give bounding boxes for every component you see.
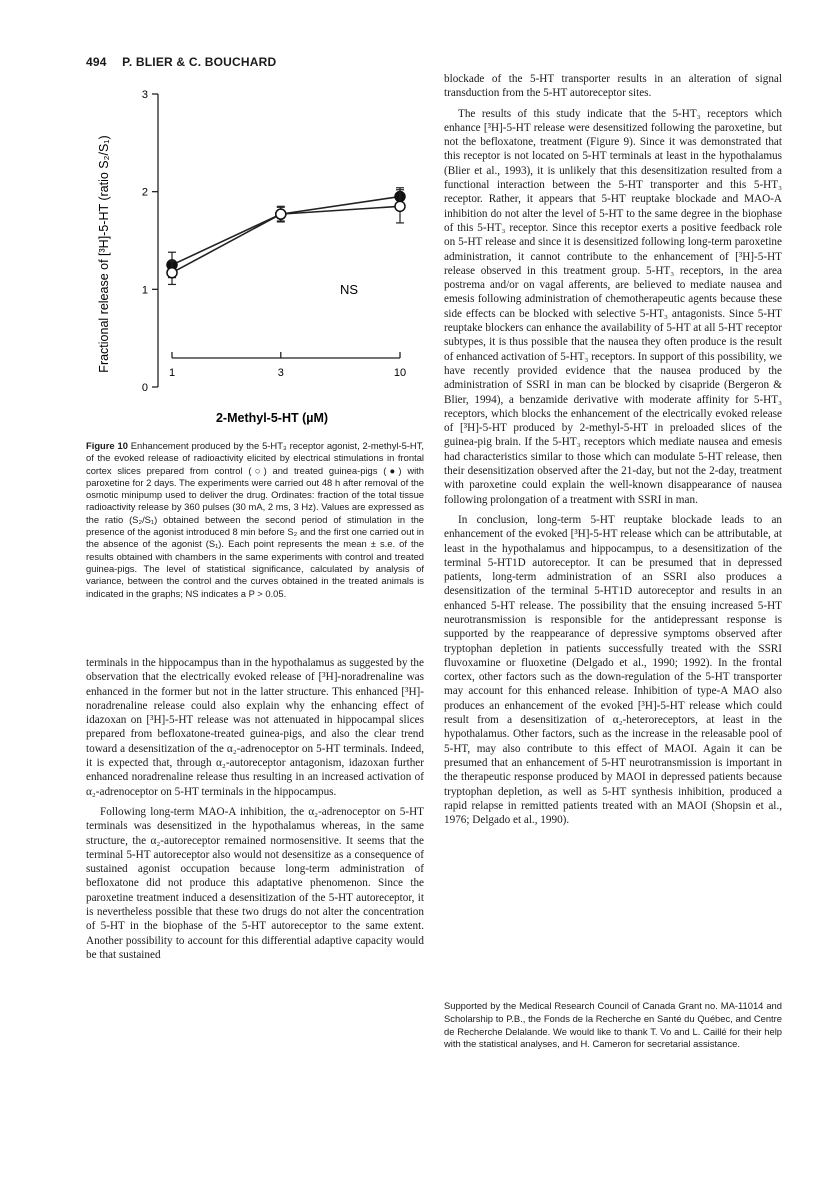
right-paragraph-2: In conclusion, long-term 5-HT reuptake blockade leads to an enhancement of the evoked [³H]-5-HT release which can be attributable, at least in the hypothalamus and hippocampus, to a desensitization of the terminal 5-HT1D autoreceptor. It can be presumed that in depressed patients, long-term administration of an SSRI also produces a desensitization of the terminal 5-HT1D autoreceptor and results in an enhanced 5-HT release. The possibility that the ensuing increased 5-HT neurotransmission is responsible for the antidepressant response is supported by the reappearance of depressive symptoms observed after tryptophan depletion in patients successfully treated with the SSRI fluvoxamine or fluoxetine (Delgado et al., 1990; 1992). In the frontal cortex, other factors such as the down-regulation of the 5-HT transporter may account for this enhanced release. Inhibition of type-A MAO also produces an enhancement of the evoked [³H]-5-HT release which could result from a desensitization of α₂-heteroreceptors, at least in the hypothalamus. Other factors, such as the increase in the releasable pool of 5-HT, may also contribute to this effect of MAOI. Again it can be presumed that an enhancement of 5-HT neurotransmission is important in the therapeutic response produced by MAOI in depressed patients because tryptophan depletion, as well as 5-HT synthesis inhibition, produced a rapid relapse in remitted patients treated with an MAOI (Shopsin et al., 1976; Delgado et al., 1990).: [444, 513, 782, 827]
y-tick-label: 1: [141, 284, 148, 297]
left-paragraph-2: Following long-term MAO-A inhibition, the α₂-adrenoceptor on 5-HT terminals was desensitized in the hypothalamus whereas, in the same structure, the α₂-autoreceptor remained normosensitive. It seems that the terminal 5-HT autoreceptor also would not desensitize as a consequence of sustained agonist occupation because long-term administration of befloxatone did not produce this adaptative phenomenon. Since the paroxetine treatment induced a desensitization of the 5-HT autoreceptor, it is nevertheless possible that these two drugs do not alter the concentration of 5-HT in the biophase of the 5-HT autoreceptor to the same extent. Another possibility to account for this differential adaptive capacity would be that sustained: [86, 805, 424, 961]
right-paragraph-1: The results of this study indicate that the 5-HT₃ receptors which enhance [³H]-5-HT release were desensitized following the paroxetine, but not the befloxatone, treatment (Figure 9). Since it was demonstrated that this receptor is not located on 5-HT terminals at least in the hypothalamus (Blier et al., 1993), it is unlikely that this desensitization resulted from a functional interaction between the 5-HT transporter and this 5-HT₃ receptor. Rather, it appears that 5-HT reuptake blockade and MAO-A inhibition do not alter the level of 5-HT to the same degree in the biophase of this 5-HT₃ receptor. Since this receptor exerts a positive feedback role on 5-HT release and since it is desensitized following long-term paroxetine administration, it cannot contribute to the enhancement of [³H]-5-HT release observed in this treatment group. 5-HT₃ receptors, in the area postrema and/or on vagal afferents, are believed to mediate nausea and emesis following administration of chemotherapeutic agents because these side effects can be blocked with selective 5-HT₃ antagonists. Since 5-HT reuptake blockers can enhance the availability of 5-HT at all 5-HT receptor subtypes, it is thus possible that the nausea they often produce is the result of enhanced activation of 5-HT₃ receptors. In support of this possibility, we have recently provided evidence that the nausea produced by the administration of SSRI in man can be blocked by cisapride (Bergeron & Blier, 1994), a benzamide derivative with moderate affinity for 5-HT₃ receptors, which blocks the enhancement of the electrically evoked release of [³H]-5-HT produced by 2-methyl-5-HT in preloaded slices of the guinea-pig brain. If the 5-HT₃ receptors which mediate nausea and emesis had characteristics similar to those which can modulate 5-HT release, then their desensitization observed after the 21-day, but not the 2-day, treatment with paroxetine could explain the well-known disappearance of nausea following prolongation of a treatment with SSRI in man.: [444, 107, 782, 506]
ns-annotation: NS: [340, 282, 359, 297]
figure-10-chart: [86, 82, 426, 438]
caption-text: Enhancement produced by the 5-HT₃ receptor agonist, 2-methyl-5-HT, of the evoked release of radioactivity elicited by electrical stimulations in frontal cortex slices prepared from control (○) and treated guinea-pigs (●) with paroxetine for 2 days. The experiments were carried out 48 h after removal of the osmotic minipump used to deliver the drug. Ordinates: fraction of the total tissue radioactivity release by 360 pulses (30 mA, 2 ms, 3 Hz). Values are expressed as the ratio (S₂/S₁) obtained between the second period of stimulation in the presence of the agonist introduced 8 min before S₂ and the first one carried out in the absence of the agonist (S₁). Each point represents the mean ± s.e. of the results obtained with chambers in the same experiments with control and treated guinea-pigs. The level of statistical significance, calculated by analysis of variance, between the control and the curves obtained in the treated animals is indicated in the graphs; NS indicates a P > 0.05.: [86, 440, 424, 599]
y-axis-label: Fractional release of [³H]-5-HT (ratio S₂/S₁): [97, 135, 111, 373]
caption-label: Figure 10: [86, 440, 128, 451]
left-column-text: [86, 656, 424, 968]
y-tick-label: 3: [141, 89, 148, 101]
y-tick-label: 2: [141, 186, 148, 199]
left-paragraph-1: terminals in the hippocampus than in the hypothalamus as suggested by the observation that the electrically evoked release of [³H]-noradrenaline was enhanced in the former but not in the latter structure. This enhanced [³H]-noradrenaline release could also explain why the enhancing effect of idazoxan on [³H]-5-HT release was not attenuated in hippocampal slices prepared from befloxatone-treated guinea-pigs, and also the clear trend toward a desensitization of the α₂-adrenoceptor on 5-HT terminals. Indeed, it is expected that, through α₂-autoreceptor antagonism, idazoxan further enhanced noradrenaline release thus resulting in an increased activation of α₂-adrenoceptor on 5-HT terminals in the hippocampus.: [86, 657, 424, 798]
chart-marks: [167, 188, 405, 285]
x-tick-label: 10: [393, 367, 407, 379]
data-point-open: [167, 268, 177, 278]
x-axis-label: 2-Methyl-5-HT (µM): [215, 411, 329, 425]
page-number: 494: [86, 55, 107, 69]
figure-caption: [86, 440, 424, 600]
chart-svg: [86, 82, 426, 438]
x-tick-label: 3: [277, 367, 284, 379]
acknowledgement: Supported by the Medical Research Council of Canada Grant no. MA-11014 and Scholarship to P.B., the Fonds de la Recherche en Santé du Québec, and Centre de Recherche Delalande. We would like to thank T. Vo and L. Caillé for their help with the statistical analyses, and H. Cameron for secretarial assistance.: [444, 1000, 782, 1050]
chart-axes: [142, 89, 406, 394]
page-header: [86, 55, 276, 69]
x-tick-label: 1: [168, 367, 176, 379]
running-authors: P. BLIER & C. BOUCHARD: [122, 55, 277, 69]
right-column-text: [444, 72, 782, 833]
right-paragraph-0: blockade of the 5-HT transporter results in an alteration of signal transduction from the 5-HT autoreceptor sites.: [444, 73, 782, 100]
data-point-open: [395, 201, 405, 211]
y-tick-label: 0: [141, 382, 148, 394]
data-point-open: [276, 209, 286, 219]
